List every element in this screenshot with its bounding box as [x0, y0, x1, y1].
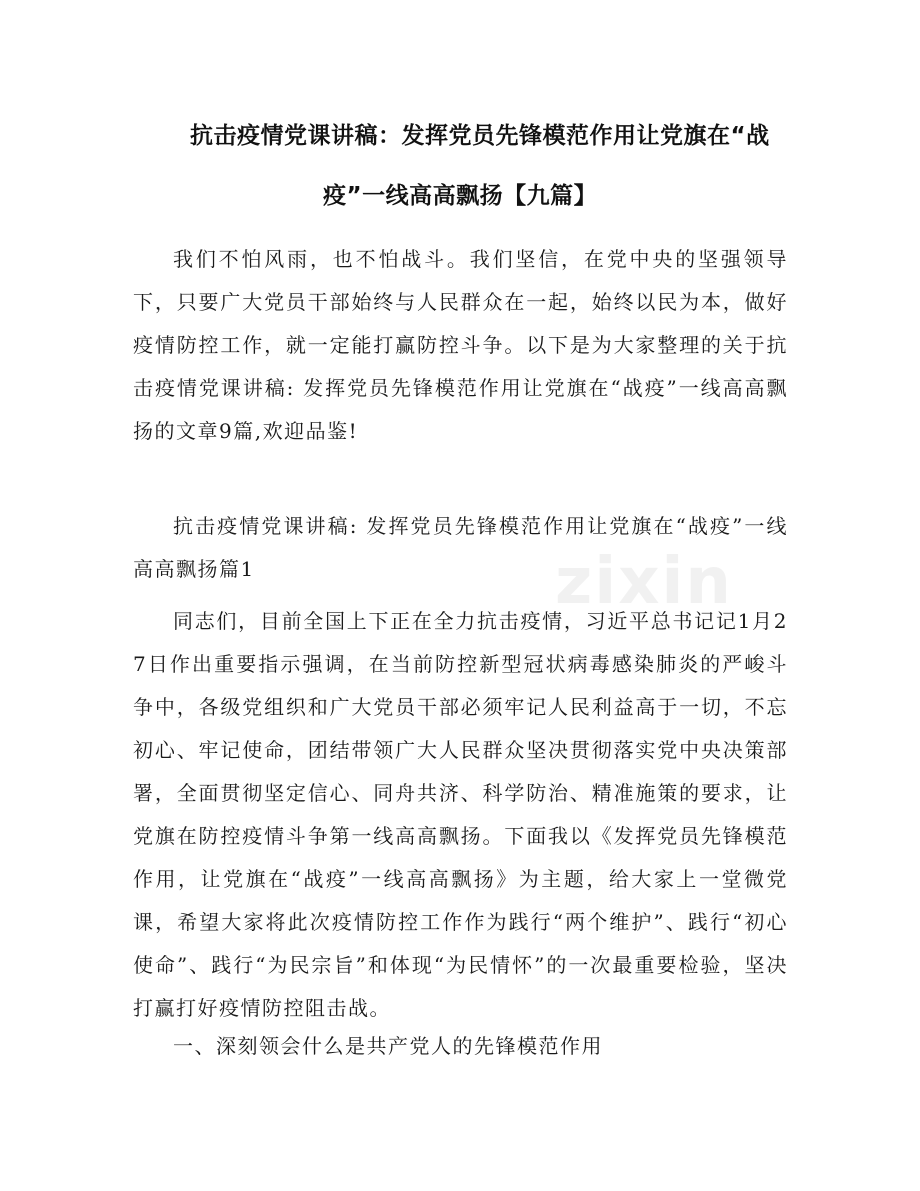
document-title-line-1: 抗击疫情党课讲稿：发挥党员先锋模范作用让党旗在“战	[190, 123, 770, 149]
section-heading-1: 一、深刻领会什么是共产党人的先锋模范作用	[173, 1034, 603, 1058]
main-paragraph: 同志们，目前全国上下正在全力抗击疫情，习近平总书记记1月27日作出重要指示强调，在当前防控新型冠状病毒感染肺炎的严峻斗争中，各级党组织和广大党员干部必须牢记人民利益高于一切，不忘初心、牢记使命，团结带领广大人民群众坚决贯彻落实党中央决策部署，全面贯彻坚定信心、同舟共济、科学防治、精准施策的要求，让党旗在防控疫情斗争第一线高高飘扬。下面我以《发挥党员先锋模范作用，让党旗在“战疫”一线高高飘扬》为主题，给大家上一堂微党课，希望大家将此次疫情防控工作作为践行“两个维护”、践行“初心使命”、践行“为民宗旨”和体现“为民情怀”的一次最重要检验，坚决打赢打好疫情防控阻击战。	[133, 609, 788, 1020]
intro-paragraph: 我们不怕风雨，也不怕战斗。我们坚信，在党中央的坚强领导下，只要广大党员干部始终与人民群众在一起，始终以民为本，做好疫情防控工作，就一定能打赢防控斗争。以下是为大家整理的关于抗击疫情党课讲稿: 发挥党员先锋模范作用让党旗在“战疫”一线高高飘扬的文章9篇,欢迎品鉴!	[133, 247, 788, 443]
document-title-line-2: 疫”一线高高飘扬【九篇】	[323, 183, 598, 209]
watermark: zixin	[555, 545, 733, 619]
article-heading: 抗击疫情党课讲稿: 发挥党员先锋模范作用让党旗在“战疫”一线高高飘扬篇1	[133, 514, 788, 581]
